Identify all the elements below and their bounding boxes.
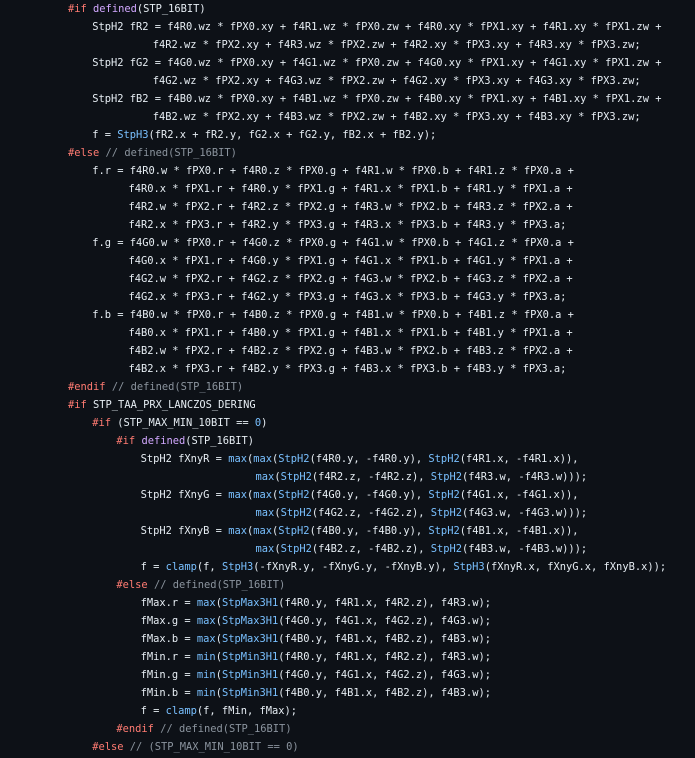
type-token: StpMax3H1	[221, 597, 279, 609]
keyword-token: #if	[116, 435, 136, 447]
type-token: StpMax3H1	[221, 615, 279, 627]
type-token: StpH2	[278, 453, 310, 465]
code-line	[68, 720, 666, 738]
type-token: min	[196, 687, 216, 699]
text-token: fMax.r =	[140, 597, 197, 609]
text-token: f =	[140, 561, 166, 573]
text-token: f4R2.wz * fPX2.xy + f4R3.wz * fPX2.zw + f4R2.xy * fPX3.xy + f4R3.xy * fPX3.zw;	[152, 39, 641, 51]
type-token: StpH2	[278, 489, 310, 501]
code-line	[68, 540, 666, 558]
type-token: StpH2	[278, 525, 310, 537]
code-line	[68, 36, 666, 54]
text-token: (f, fMin, fMax);	[196, 705, 297, 717]
text-token: fMax.b =	[140, 633, 197, 645]
type-token: StpH2	[428, 525, 460, 537]
text-token: (	[215, 615, 222, 627]
text-token: (f4B3.w, -f4B3.w)));	[462, 543, 588, 555]
code-line	[68, 18, 666, 36]
text-token: (f4R0.y, f4R1.x, f4R2.z), f4R3.w);	[278, 651, 491, 663]
text-token: (	[215, 597, 222, 609]
text-token: (f4R0.y, f4R1.x, f4R2.z), f4R3.w);	[278, 597, 491, 609]
text-token: f4B2.w * fPX2.r + f4B2.z * fPX2.g + f4B3.w * fPX2.b + f4B3.z * fPX2.a +	[128, 345, 573, 357]
text-token: f4G2.x * fPX3.r + f4G2.y * fPX3.g + f4G3.x * fPX3.b + f4G3.y * fPX3.a;	[128, 291, 567, 303]
text-token: (f4G1.x, -f4G1.x)),	[459, 489, 579, 501]
text-token: (STP_16BIT)	[136, 3, 206, 15]
code-line	[68, 324, 666, 342]
function-token: defined	[141, 435, 186, 447]
type-token: min	[196, 669, 216, 681]
text-token: (fXnyR.x, fXnyG.x, fXnyB.x));	[484, 561, 667, 573]
type-token: StpMin3H1	[221, 669, 279, 681]
type-token: max	[255, 543, 275, 555]
code-line	[68, 432, 666, 450]
code-line	[68, 216, 666, 234]
type-token: StpMin3H1	[221, 687, 279, 699]
code-line	[68, 450, 666, 468]
text-token: StpH2 fR2 = f4R0.wz * fPX0.xy + f4R1.wz * fPX0.zw + f4R0.xy * fPX1.xy + f4R1.xy * fPX1.zw +	[92, 21, 662, 33]
comment-token: // defined(STP_16BIT)	[111, 381, 244, 393]
text-token: (f4R0.y, -f4R0.y),	[309, 453, 429, 465]
text-token: (f4G2.z, -f4G2.z),	[311, 507, 431, 519]
code-line	[68, 648, 666, 666]
text-token: fMin.b =	[140, 687, 197, 699]
code-line	[68, 576, 666, 594]
code-line	[68, 558, 666, 576]
text-token: (	[272, 453, 279, 465]
code-line	[68, 234, 666, 252]
type-token: StpH2	[428, 453, 460, 465]
code-line	[68, 594, 666, 612]
text-token: (	[272, 489, 279, 501]
text-token: f4R0.x * fPX1.r + f4R0.y * fPX1.g + f4R1.x * fPX1.b + f4R1.y * fPX1.a +	[128, 183, 573, 195]
type-token: StpH2	[430, 471, 463, 483]
code-line	[68, 342, 666, 360]
keyword-token: #endif	[116, 723, 154, 735]
text-token: (	[246, 453, 254, 465]
type-token: max	[196, 633, 216, 645]
keyword-token: #if	[68, 399, 87, 411]
text-token: STP_TAA_PRX_LANCZOS_DERING	[86, 399, 256, 411]
text-token: (	[215, 651, 222, 663]
type-token: max	[228, 489, 247, 501]
code-line	[68, 144, 666, 162]
type-token: StpH2	[430, 507, 463, 519]
code-line	[68, 198, 666, 216]
type-token: StpH2	[428, 489, 460, 501]
text-token: f =	[92, 129, 118, 141]
code-line	[68, 504, 666, 522]
text-token: f4B2.wz * fPX2.xy + f4B3.wz * fPX2.zw + f4B2.xy * fPX3.xy + f4B3.xy * fPX3.zw;	[152, 111, 641, 123]
code-line	[68, 378, 666, 396]
text-token: (	[215, 633, 222, 645]
keyword-token: #else	[92, 741, 124, 753]
text-token: f4R2.x * fPX3.r + f4R2.y * fPX3.g + f4R3.x * fPX3.b + f4R3.y * fPX3.a;	[128, 219, 567, 231]
type-token: StpH2	[430, 543, 463, 555]
text-token: f.g = f4G0.w * fPX0.r + f4G0.z * fPX0.g + f4G1.w * fPX0.b + f4G1.z * fPX0.a +	[92, 237, 574, 249]
type-token: StpH2	[280, 471, 312, 483]
text-token: (f4G3.w, -f4G3.w)));	[462, 507, 588, 519]
text-token: (f4G0.y, f4G1.x, f4G2.z), f4G3.w);	[278, 615, 491, 627]
comment-token: // defined(STP_16BIT)	[153, 579, 286, 591]
text-token: (	[274, 471, 281, 483]
type-token: clamp	[165, 561, 197, 573]
type-token: StpMin3H1	[221, 651, 279, 663]
keyword-token: #endif	[68, 381, 106, 393]
code-line	[68, 0, 666, 18]
text-token: f4G2.w * fPX2.r + f4G2.z * fPX2.g + f4G3.w * fPX2.b + f4G3.z * fPX2.a +	[128, 273, 573, 285]
text-token: (f4R3.w, -f4R3.w)));	[462, 471, 588, 483]
text-token: f4B0.x * fPX1.r + f4B0.y * fPX1.g + f4B1.x * fPX1.b + f4B1.y * fPX1.a +	[128, 327, 573, 339]
function-token: defined	[93, 3, 137, 15]
code-line	[68, 666, 666, 684]
type-token: max	[228, 453, 247, 465]
type-token: StpH3	[117, 129, 149, 141]
code-line	[68, 486, 666, 504]
text-token: StpH2 fG2 = f4G0.wz * fPX0.xy + f4G1.wz * fPX0.zw + f4G0.xy * fPX1.xy + f4G1.xy * fPX1.zw +	[92, 57, 662, 69]
type-token: max	[255, 471, 275, 483]
type-token: StpMax3H1	[221, 633, 279, 645]
code-line	[68, 90, 666, 108]
code-line	[68, 522, 666, 540]
keyword-token: #else	[116, 579, 148, 591]
type-token: StpH2	[280, 543, 312, 555]
text-token: (f4G0.y, -f4G0.y),	[309, 489, 429, 501]
text-token: StpH2 fXnyG =	[140, 489, 229, 501]
keyword-token: #else	[68, 147, 100, 159]
code-line	[68, 702, 666, 720]
comment-token: // defined(STP_16BIT)	[105, 147, 237, 159]
text-token: (STP_16BIT)	[185, 435, 255, 447]
keyword-token: #if	[68, 3, 87, 15]
type-token: StpH3	[453, 561, 485, 573]
text-token: StpH2 fXnyB =	[140, 525, 229, 537]
text-token: StpH2 fXnyR =	[140, 453, 229, 465]
code-line	[68, 396, 666, 414]
code-line	[68, 126, 666, 144]
text-token: f4G0.x * fPX1.r + f4G0.y * fPX1.g + f4G1.x * fPX1.b + f4G1.y * fPX1.a +	[128, 255, 573, 267]
code-line	[68, 306, 666, 324]
text-token: fMin.r =	[140, 651, 197, 663]
comment-token: // (STP_MAX_MIN_10BIT == 0)	[129, 741, 299, 753]
text-token: )	[261, 417, 268, 429]
text-token: (f4B0.y, f4B1.x, f4B2.z), f4B3.w);	[278, 633, 491, 645]
type-token: max	[196, 615, 216, 627]
code-line	[68, 630, 666, 648]
text-token: (	[246, 525, 254, 537]
keyword-token: #if	[92, 417, 111, 429]
text-token: f4R2.w * fPX2.r + f4R2.z * fPX2.g + f4R3.w * fPX2.b + f4R3.z * fPX2.a +	[128, 201, 573, 213]
code-line	[68, 468, 666, 486]
code-line	[68, 684, 666, 702]
text-token: f4B2.x * fPX3.r + f4B2.y * fPX3.g + f4B3.x * fPX3.b + f4B3.y * fPX3.a;	[128, 363, 567, 375]
text-token: fMax.g =	[140, 615, 197, 627]
code-line	[68, 288, 666, 306]
text-token: (fR2.x + fR2.y, fG2.x + fG2.y, fB2.x + fB2.y);	[148, 129, 437, 141]
code-line	[68, 414, 666, 432]
text-token: f4G2.wz * fPX2.xy + f4G3.wz * fPX2.zw + f4G2.xy * fPX3.xy + f4G3.xy * fPX3.zw;	[152, 75, 641, 87]
text-token: (	[274, 543, 281, 555]
text-token: (	[274, 507, 281, 519]
code-lines	[68, 0, 666, 756]
type-token: max	[253, 525, 273, 537]
code-line	[68, 360, 666, 378]
text-token: (	[246, 489, 254, 501]
text-token: (f,	[196, 561, 222, 573]
text-token: f =	[140, 705, 166, 717]
type-token: StpH2	[280, 507, 312, 519]
code-line	[68, 54, 666, 72]
text-token: (f4B1.x, -f4B1.x)),	[459, 525, 579, 537]
type-token: max	[228, 525, 247, 537]
code-line	[68, 738, 666, 756]
text-token: (f4R2.z, -f4R2.z),	[311, 471, 431, 483]
type-token: clamp	[165, 705, 197, 717]
code-line	[68, 72, 666, 90]
code-line	[68, 180, 666, 198]
text-token: (-fXnyR.y, -fXnyG.y, -fXnyB.y),	[253, 561, 454, 573]
type-token: max	[253, 489, 273, 501]
code-line	[68, 252, 666, 270]
text-token: (f4B0.y, -f4B0.y),	[309, 525, 429, 537]
text-token: (f4B2.z, -f4B2.z),	[311, 543, 431, 555]
code-line	[68, 612, 666, 630]
text-token: f.b = f4B0.w * fPX0.r + f4B0.z * fPX0.g + f4B1.w * fPX0.b + f4B1.z * fPX0.a +	[92, 309, 574, 321]
type-token: StpH3	[221, 561, 254, 573]
type-token: max	[255, 507, 275, 519]
text-token: (STP_MAX_MIN_10BIT ==	[110, 417, 255, 429]
text-token: f.r = f4R0.w * fPX0.r + f4R0.z * fPX0.g + f4R1.w * fPX0.b + f4R1.z * fPX0.a +	[92, 165, 574, 177]
text-token: (	[272, 525, 279, 537]
type-token: max	[253, 453, 273, 465]
number-token: 0	[254, 417, 262, 429]
code-line	[68, 162, 666, 180]
type-token: max	[196, 597, 216, 609]
text-token: (	[215, 669, 222, 681]
text-token: (f4B0.y, f4B1.x, f4B2.z), f4B3.w);	[278, 687, 491, 699]
text-token: StpH2 fB2 = f4B0.wz * fPX0.xy + f4B1.wz * fPX0.zw + f4B0.xy * fPX1.xy + f4B1.xy * fPX1.zw +	[92, 93, 662, 105]
text-token: (f4R1.x, -f4R1.x)),	[459, 453, 579, 465]
code-line	[68, 108, 666, 126]
type-token: min	[196, 651, 216, 663]
text-token: (	[215, 687, 222, 699]
code-line	[68, 270, 666, 288]
comment-token: // defined(STP_16BIT)	[160, 723, 292, 735]
text-token: (f4G0.y, f4G1.x, f4G2.z), f4G3.w);	[278, 669, 491, 681]
text-token: fMin.g =	[140, 669, 197, 681]
